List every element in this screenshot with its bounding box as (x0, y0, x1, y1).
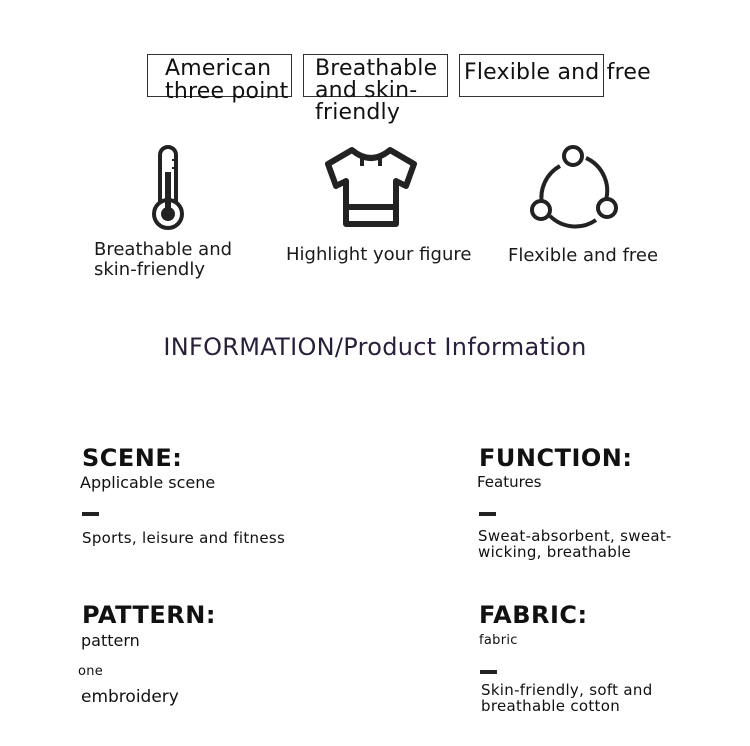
scene-value: Sports, leisure and fitness (82, 529, 286, 547)
pattern-sub: pattern (81, 631, 140, 650)
feature-label-breathable-line1: Breathable and (94, 239, 233, 260)
cycle-icon (528, 144, 622, 232)
top-box-flexible-line1: Flexible and free (464, 60, 651, 85)
feature-label-highlight: Highlight your figure (286, 244, 472, 265)
scene-heading: SCENE: (82, 444, 183, 472)
info-title: INFORMATION/Product Information (163, 333, 587, 361)
function-value-line2: wicking, breathable (478, 543, 632, 561)
top-box-american-line2: three point (165, 79, 289, 104)
pattern-note: one (78, 664, 104, 679)
feature-label-breathable-line2: skin-friendly (94, 259, 206, 280)
feature-label-flexible: Flexible and free (508, 245, 659, 266)
thermometer-icon (148, 144, 188, 234)
pattern-heading: PATTERN: (82, 601, 216, 629)
scene-dash (82, 512, 99, 516)
function-sub: Features (477, 473, 542, 491)
function-value-line1: Sweat-absorbent, sweat- (478, 527, 672, 545)
pattern-value: embroidery (81, 687, 179, 707)
top-box-breathable-line2: and skin- (315, 78, 418, 103)
fabric-heading: FABRIC: (479, 601, 588, 629)
function-heading: FUNCTION: (479, 444, 633, 472)
top-box-breathable-line1: Breathable (315, 56, 438, 81)
top-box-american-line1: American (165, 56, 272, 81)
fabric-dash (480, 670, 497, 674)
scene-sub: Applicable scene (80, 473, 216, 492)
fabric-sub: fabric (479, 633, 518, 648)
function-dash (479, 512, 496, 516)
tshirt-icon (322, 146, 420, 228)
fabric-value-line2: breathable cotton (481, 697, 621, 715)
top-box-breathable-line3: friendly (315, 100, 401, 125)
fabric-value-line1: Skin-friendly, soft and (481, 681, 653, 699)
